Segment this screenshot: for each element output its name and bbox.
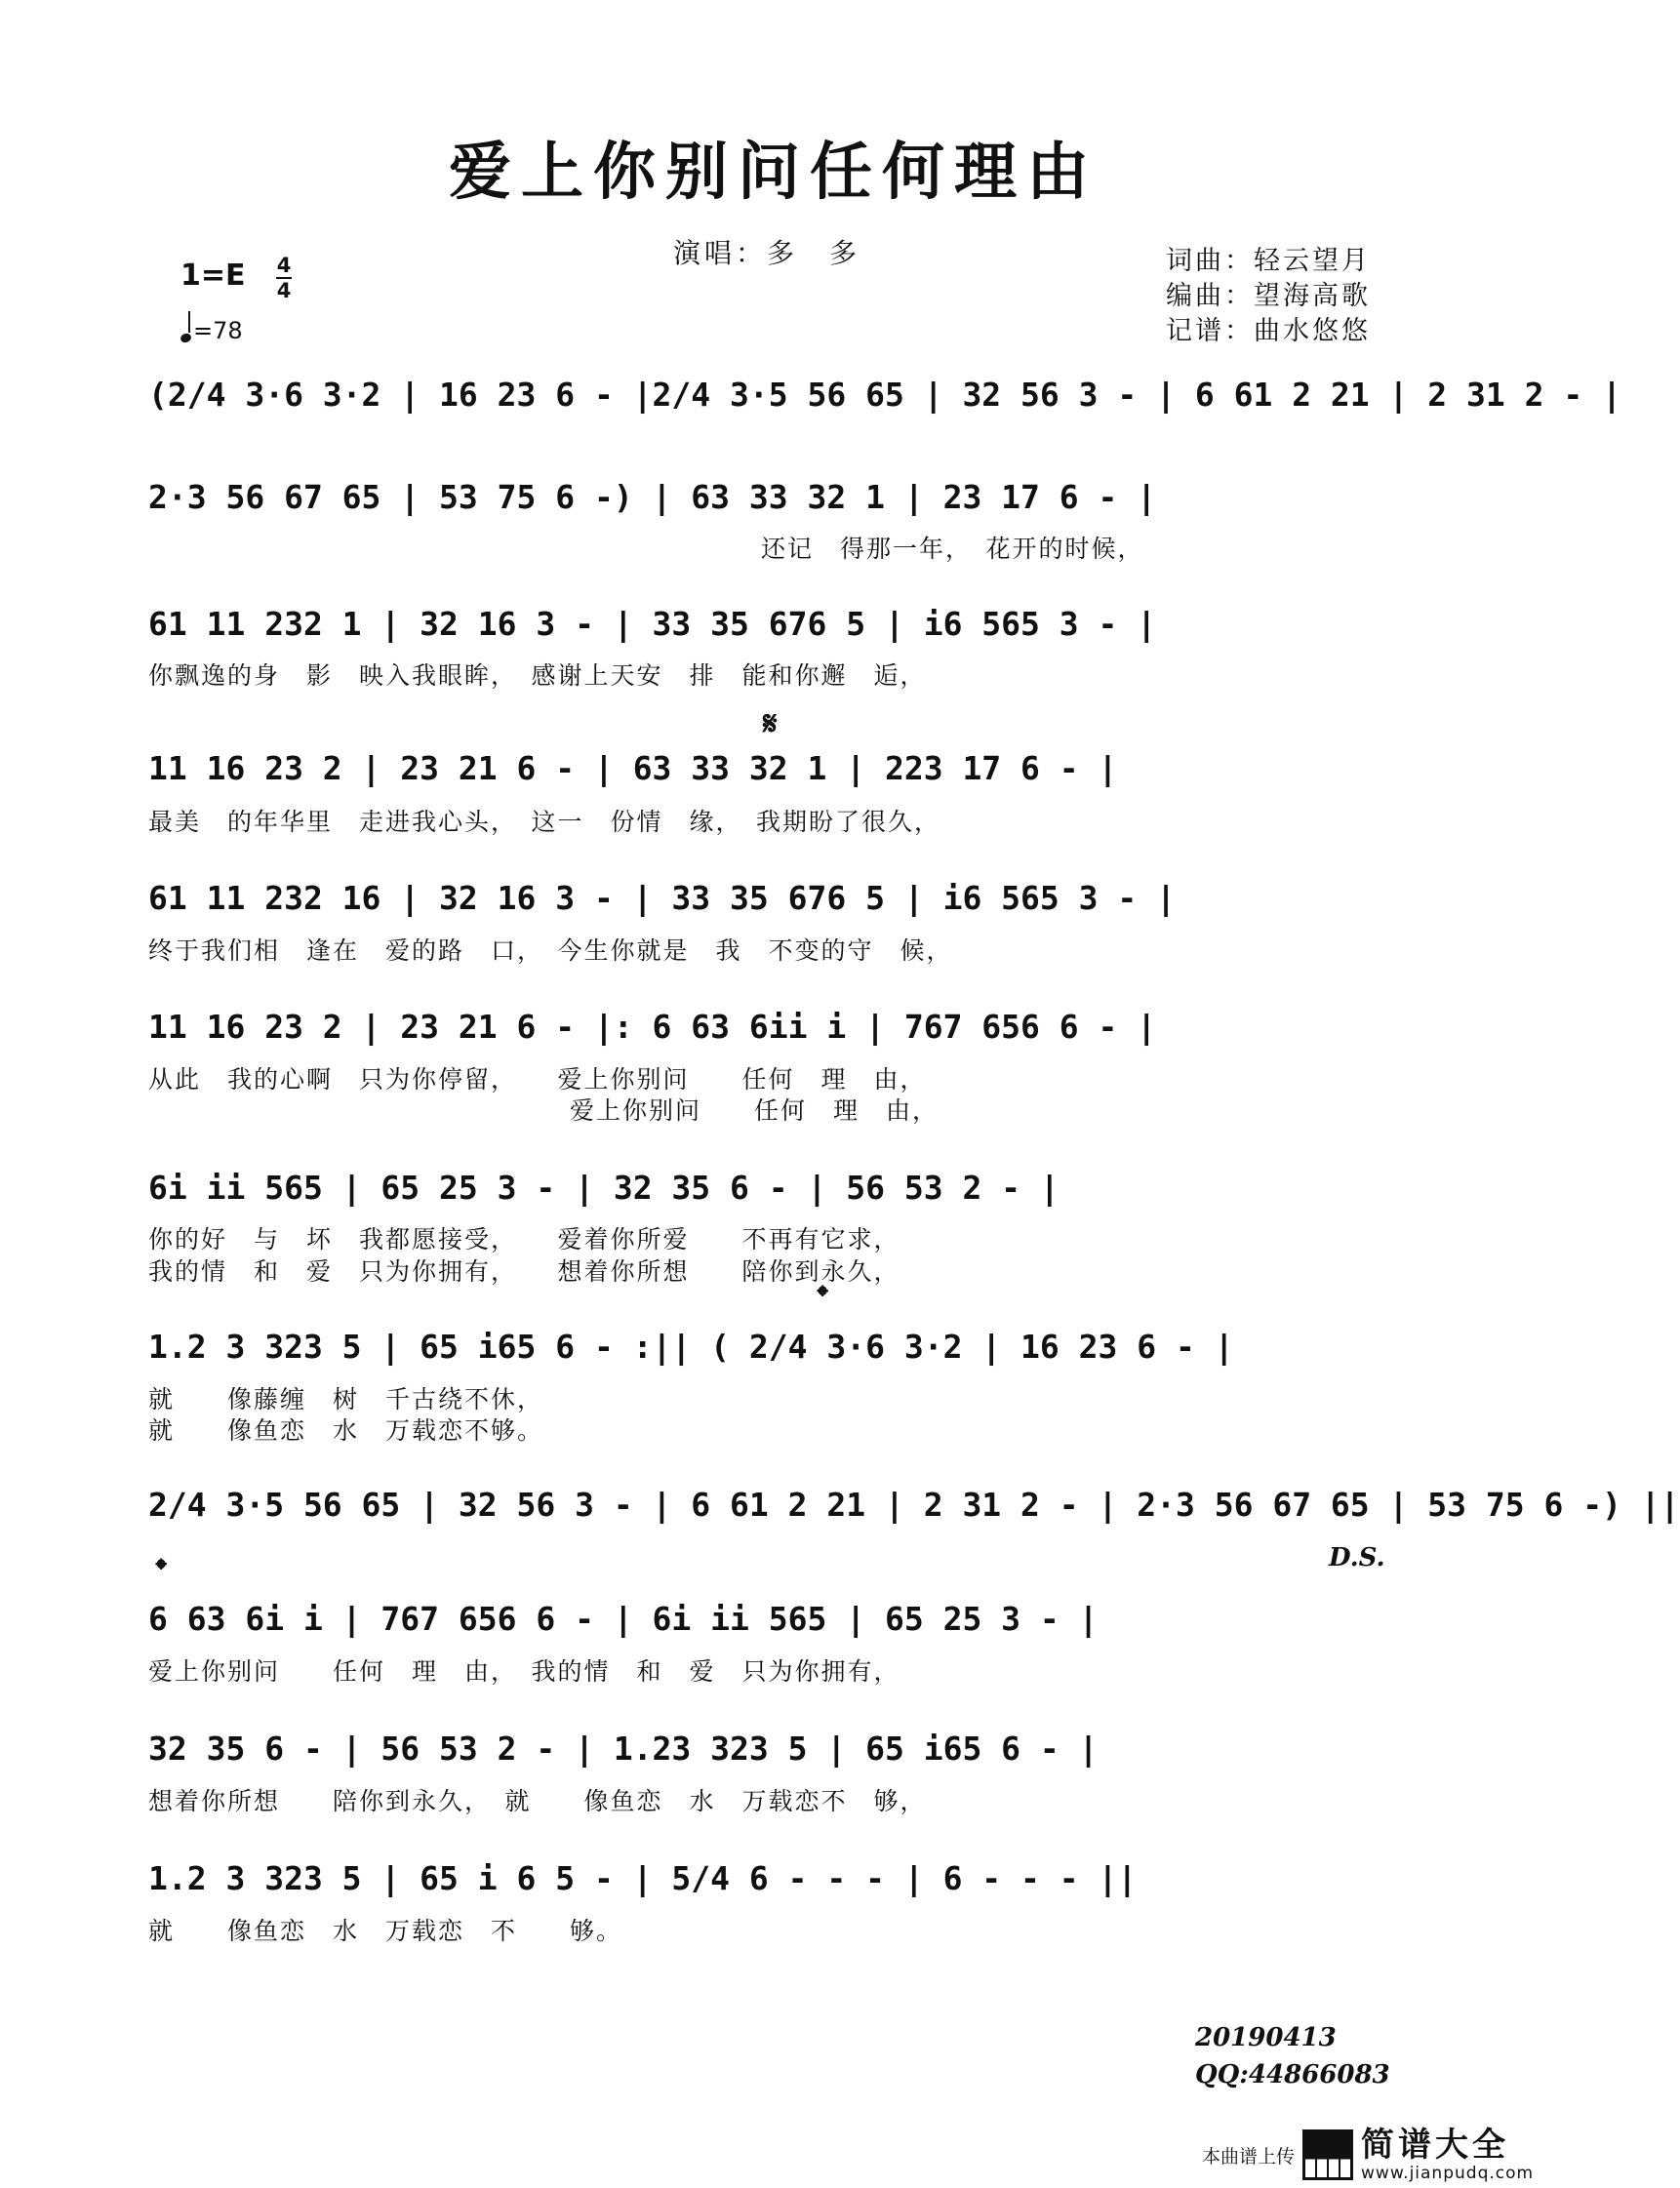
quarter-note-icon <box>180 332 192 343</box>
qq-contact: QQ:44866083 <box>1195 2060 1390 2089</box>
score-line-11: 32 35 6 - | 56 53 2 - | 1.23 323 5 | 65 i65 6 - | <box>148 1730 1099 1768</box>
upload-note: 本曲谱上传 <box>1202 2145 1296 2168</box>
footer-info <box>1195 2019 1390 2093</box>
credits-block <box>1166 244 1371 349</box>
lyric-line-13: 就 像鱼恋 水 万载恋 不 够。 <box>148 1917 623 1945</box>
lyric-line-11: 爱上你别问 任何 理 由， 我的情 和 爱 只为你拥有， <box>148 1657 900 1686</box>
lyric-line-9: 就 像藤缠 树 千古绕不休， <box>148 1385 544 1413</box>
lyric-line-7: 你的好 与 坏 我都愿接受， 爱着你所爱 不再有它求， <box>148 1225 900 1253</box>
score-line-2: 2·3 56 67 65 | 53 75 6 -) | 63 33 32 1 | 23 17 6 - | <box>148 478 1157 516</box>
lyric-line-6: 爱上你别问 任何 理 由， <box>148 1096 940 1125</box>
lyric-line-1: 还记 得那一年， 花开的时候， <box>761 535 1144 563</box>
lyric-line-3: 最美 的年华里 走进我心头， 这一 份情 缘， 我期盼了很久， <box>148 808 941 836</box>
site-logo[interactable] <box>1202 2122 1547 2188</box>
score-line-12: 1.2 3 323 5 | 65 i 6 5 - | 5/4 6 - - - | 6 - - - || <box>148 1859 1138 1897</box>
score-line-1: (2/4 3·6 3·2 | 16 23 6 - |2/4 3·5 56 65 | 32 56 3 - | 6 61 2 21 | 2 31 2 - | <box>148 376 1621 414</box>
lyric-line-10: 就 像鱼恋 水 万载恋不够。 <box>148 1416 544 1445</box>
transcriber: 记谱：曲水悠悠 <box>1166 316 1371 346</box>
lyricist-composer: 词曲：轻云望月 <box>1166 246 1371 276</box>
coda-sign-2: 𝄌 <box>156 1553 167 1587</box>
score-line-9: 2/4 3·5 56 65 | 32 56 3 - | 6 61 2 21 | 2 31 2 - | 2·3 56 67 65 | 53 75 6 -) || <box>148 1486 1680 1524</box>
score-line-3: 61 11 232 1 | 32 16 3 - | 33 35 676 5 | i6 565 3 - | <box>148 605 1157 643</box>
tempo-marking <box>180 317 243 344</box>
piano-keys-icon <box>1302 2129 1353 2180</box>
date-stamp: 20190413 <box>1195 2023 1337 2052</box>
dal-segno-mark: D.S. <box>1329 1543 1385 1572</box>
score-line-4: 11 16 23 2 | 23 21 6 - | 63 33 32 1 | 223 17 6 - | <box>148 749 1118 787</box>
score-line-10: 6 63 6i i | 767 656 6 - | 6i ii 565 | 65 25 3 - | <box>148 1600 1099 1638</box>
lyric-line-2: 你飘逸的身 影 映入我眼眸， 感谢上天安 排 能和你邂 逅， <box>148 661 927 690</box>
coda-sign: 𝄌 <box>818 1280 828 1314</box>
segno-sign: 𝄋 <box>763 704 778 743</box>
score-line-6: 11 16 23 2 | 23 21 6 - |: 6 63 6ii i | 767 656 6 - | <box>148 1008 1157 1046</box>
lyric-line-8: 我的情 和 爱 只为你拥有， 想着你所想 陪你到永久， <box>148 1257 900 1286</box>
time-signature-top: 4 <box>276 254 292 277</box>
lyric-line-12: 想着你所想 陪你到永久， 就 像鱼恋 水 万载恋不 够， <box>148 1787 927 1815</box>
performer-credit: 演唱：多 多 <box>673 237 861 269</box>
lyric-line-4: 终于我们相 逢在 爱的路 口， 今生你就是 我 不变的守 候， <box>148 936 953 965</box>
score-line-5: 61 11 232 16 | 32 16 3 - | 33 35 676 5 | i6 565 3 - | <box>148 879 1176 917</box>
brand-name: 简谱大全 <box>1361 2126 1510 2165</box>
key-signature: 1=E <box>180 259 246 293</box>
score-line-7: 6i ii 565 | 65 25 3 - | 32 35 6 - | 56 53 2 - | <box>148 1169 1060 1207</box>
song-title: 爱上你别问任何理由 <box>449 136 1099 209</box>
time-signature-bottom: 4 <box>276 279 292 302</box>
score-line-8: 1.2 3 323 5 | 65 i65 6 - :|| ( 2/4 3·6 3·2 | 16 23 6 - | <box>148 1328 1234 1366</box>
lyric-line-5: 从此 我的心啊 只为你停留， 爱上你别问 任何 理 由， <box>148 1065 927 1094</box>
arranger: 编曲：望海高歌 <box>1166 281 1371 311</box>
time-signature <box>276 256 292 300</box>
tempo-value: =78 <box>193 317 243 344</box>
brand-url[interactable]: www.jianpudq.com <box>1361 2164 1535 2183</box>
